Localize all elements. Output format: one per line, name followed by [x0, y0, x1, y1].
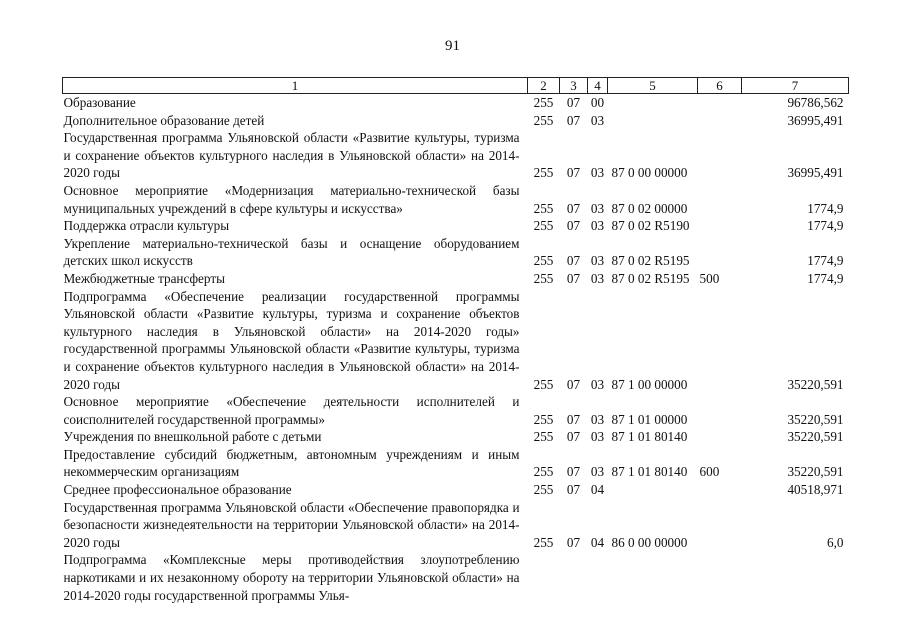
row-section-code: 07 — [566, 376, 581, 392]
table-row — [63, 217, 849, 235]
row-amount: 40518,971 — [787, 482, 844, 498]
table-body — [63, 94, 849, 605]
row-name: Укрепление материально-технической базы и оснащение оборудованием детских школ искусств — [63, 235, 520, 269]
table-header — [63, 78, 849, 94]
row-amount: 36995,491 — [787, 112, 844, 128]
header-col-4: 4 — [588, 78, 608, 94]
row-section-code: 07 — [566, 411, 581, 427]
row-amount: 1774,9 — [807, 253, 844, 269]
row-target-code: 86 0 00 00000 — [611, 534, 688, 550]
row-expense-type — [698, 217, 742, 235]
table-row — [63, 499, 849, 552]
header-col-1: 1 — [63, 78, 528, 94]
row-target-code: 87 1 01 80140 — [611, 429, 688, 445]
row-expense-type — [698, 481, 742, 499]
row-name: Поддержка отрасли культуры — [63, 218, 230, 234]
row-section-code: 07 — [566, 429, 581, 445]
row-section-code: 07 — [566, 95, 581, 110]
row-amount: 35220,591 — [787, 376, 844, 392]
row-name: Учреждения по внешкольной работе с детьми — [63, 429, 322, 445]
row-target-code: 87 0 02 R5195 — [611, 270, 690, 286]
row-section-code: 07 — [566, 253, 581, 269]
table-row — [63, 112, 849, 130]
row-name: Предоставление субсидий бюджетным, автономным учреждениям и иным некоммерческим организациям — [63, 446, 520, 480]
row-section-code — [560, 551, 588, 604]
table-row — [63, 481, 849, 499]
row-subsection-code: 04 — [590, 482, 605, 498]
row-section-code: 07 — [566, 165, 581, 181]
row-ved-code: 255 — [533, 200, 554, 216]
row-subsection-code: 03 — [590, 112, 605, 128]
row-subsection-code: 03 — [590, 200, 605, 216]
row-target-code: 87 0 02 00000 — [611, 200, 688, 216]
header-col-2: 2 — [528, 78, 560, 94]
row-section-code: 07 — [566, 270, 581, 286]
row-expense-type — [698, 288, 742, 394]
row-ved-code: 255 — [533, 482, 554, 498]
table-row — [63, 129, 849, 182]
row-ved-code: 255 — [533, 429, 554, 445]
row-ved-code: 255 — [533, 464, 554, 480]
row-expense-type — [698, 94, 742, 112]
table-row — [63, 428, 849, 446]
row-ved-code: 255 — [533, 534, 554, 550]
row-amount: 6,0 — [827, 534, 844, 550]
row-name: Межбюджетные трансферты — [63, 270, 225, 286]
table-row — [63, 393, 849, 428]
row-name: Подпрограмма «Обеспечение реализации государственной программы Ульяновской области «Развитие культуры, туризма и сохранение объектов культурного наследия в Ульяновской области» на 2014-2020 годы» государственной программы Ульяновской области «Развитие культуры, туризма и сохранение объектов культурного наследия в Ульяновской области» на 2014-2020 годы — [63, 288, 520, 392]
row-amount: 35220,591 — [787, 411, 844, 427]
row-ved-code: 255 — [533, 253, 554, 269]
row-section-code: 07 — [566, 464, 581, 480]
row-name: Дополнительное образование детей — [63, 112, 265, 128]
row-expense-type: 600 — [699, 464, 720, 480]
table-row — [63, 94, 849, 112]
row-target-code: 87 1 00 00000 — [611, 376, 688, 392]
row-target-code: 87 1 01 00000 — [611, 411, 688, 427]
table-row — [63, 270, 849, 288]
row-amount — [742, 551, 849, 604]
row-ved-code: 255 — [533, 165, 554, 181]
budget-table — [62, 77, 849, 604]
row-section-code: 07 — [566, 112, 581, 128]
row-name: Государственная программа Ульяновской области «Развитие культуры, туризма и сохранение объектов культурного наследия в Ульяновской области» на 2014-2020 годы — [63, 130, 520, 181]
header-col-6: 6 — [698, 78, 742, 94]
row-ved-code — [528, 551, 560, 604]
row-subsection-code: 03 — [590, 376, 605, 392]
row-name: Государственная программа Ульяновской области «Обеспечение правопорядка и безопасности жизнедеятельности на территории Ульяновской области» на 2014-2020 годы — [63, 499, 520, 550]
row-amount: 36995,491 — [787, 165, 844, 181]
header-col-7: 7 — [742, 78, 849, 94]
row-subsection-code: 00 — [590, 95, 605, 110]
row-target-code — [608, 481, 698, 499]
header-col-5: 5 — [608, 78, 698, 94]
table-row — [63, 446, 849, 481]
row-ved-code: 255 — [533, 376, 554, 392]
row-subsection-code: 03 — [590, 165, 605, 181]
row-subsection-code: 03 — [590, 253, 605, 269]
row-target-code — [608, 112, 698, 130]
row-name: Образование — [63, 95, 136, 110]
row-amount: 1774,9 — [807, 200, 844, 216]
row-target-code — [608, 551, 698, 604]
table-row — [63, 235, 849, 270]
row-ved-code: 255 — [533, 218, 554, 234]
table-row — [63, 182, 849, 217]
row-target-code: 87 0 00 00000 — [611, 165, 688, 181]
row-expense-type — [698, 499, 742, 552]
table-row — [63, 551, 849, 604]
row-section-code: 07 — [566, 218, 581, 234]
row-expense-type — [698, 235, 742, 270]
row-section-code: 07 — [566, 200, 581, 216]
row-amount: 1774,9 — [807, 270, 844, 286]
row-target-code — [608, 94, 698, 112]
row-subsection-code: 04 — [590, 534, 605, 550]
row-ved-code: 255 — [533, 112, 554, 128]
row-name: Основное мероприятие «Модернизация материально-технической базы муниципальных учреждений в сфере культуры и искусства» — [63, 182, 520, 216]
row-expense-type: 500 — [699, 270, 720, 286]
row-section-code: 07 — [566, 534, 581, 550]
row-subsection-code: 03 — [590, 464, 605, 480]
row-expense-type — [698, 112, 742, 130]
table-row — [63, 288, 849, 394]
row-subsection-code: 03 — [590, 218, 605, 234]
row-name: Подпрограмма «Комплексные меры противодействия злоупотреблению наркотиками и их незаконному обороту на территории Ульяновской области» на 2014-2020 годы государственной программы Улья- — [63, 552, 520, 603]
row-ved-code: 255 — [533, 95, 554, 110]
row-target-code: 87 0 02 R5195 — [611, 253, 690, 269]
row-subsection-code: 03 — [590, 270, 605, 286]
row-expense-type — [698, 182, 742, 217]
row-expense-type — [698, 129, 742, 182]
row-expense-type — [698, 551, 742, 604]
row-ved-code: 255 — [533, 411, 554, 427]
row-amount: 35220,591 — [787, 429, 844, 445]
row-subsection-code: 03 — [590, 411, 605, 427]
row-target-code: 87 0 02 R5190 — [611, 218, 690, 234]
row-expense-type — [698, 428, 742, 446]
row-amount: 35220,591 — [787, 464, 844, 480]
row-ved-code: 255 — [533, 270, 554, 286]
page-number: 91 — [445, 38, 460, 54]
row-name: Основное мероприятие «Обеспечение деятельности исполнителей и соисполнителей государственной программы» — [63, 394, 520, 427]
row-amount: 96786,562 — [787, 95, 844, 110]
row-target-code: 87 1 01 80140 — [611, 464, 688, 480]
header-row — [63, 78, 849, 94]
header-col-3: 3 — [560, 78, 588, 94]
row-subsection-code — [588, 551, 608, 604]
row-subsection-code: 03 — [590, 429, 605, 445]
row-name: Среднее профессиональное образование — [63, 482, 292, 498]
row-section-code: 07 — [566, 482, 581, 498]
row-expense-type — [698, 393, 742, 428]
row-amount: 1774,9 — [807, 218, 844, 234]
